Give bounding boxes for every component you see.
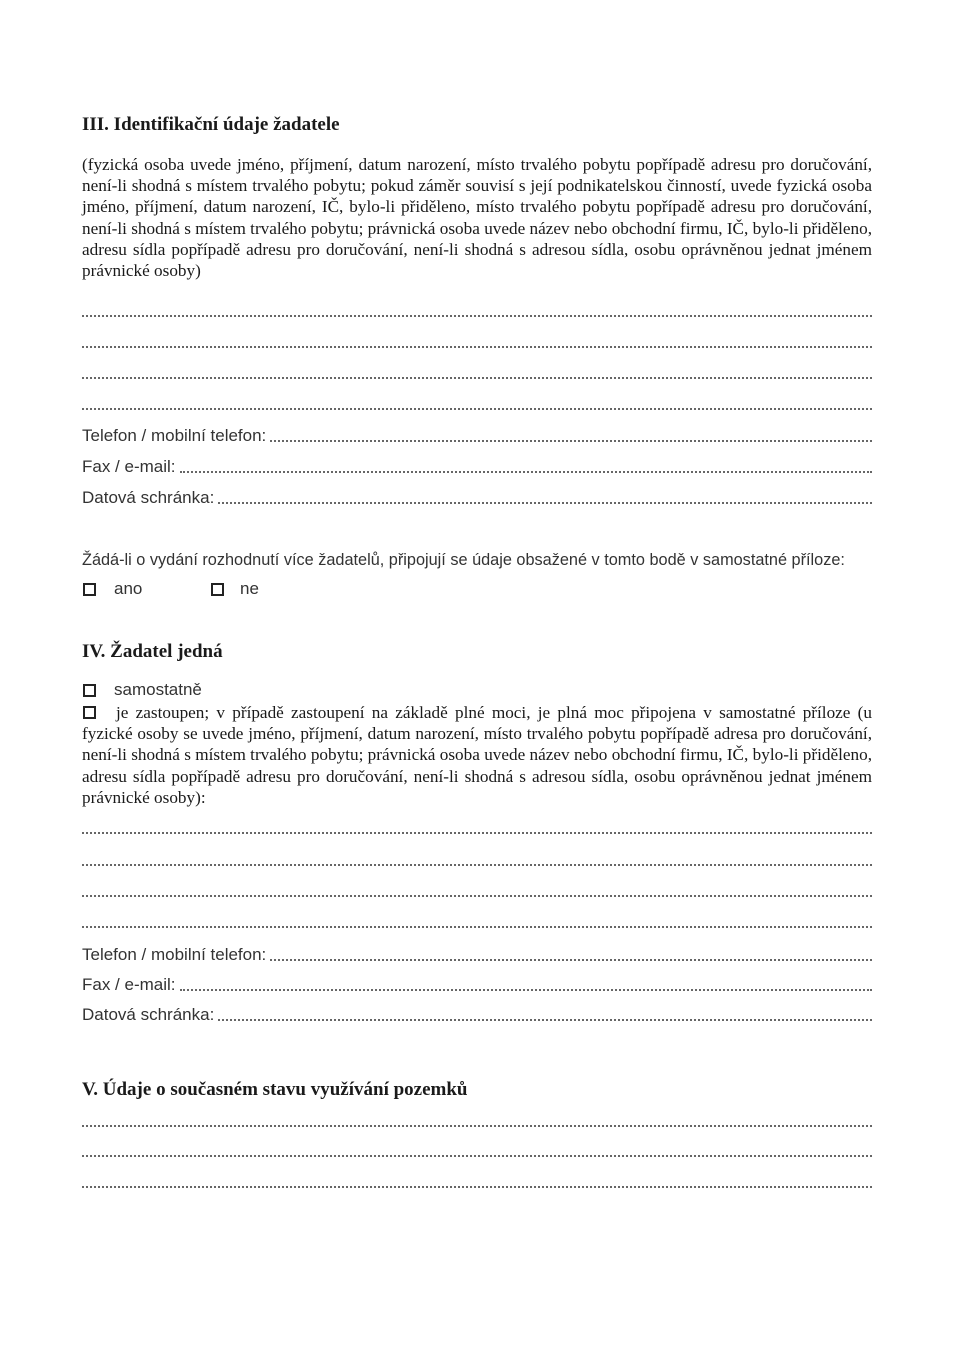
land-use-line-1[interactable]: [82, 1125, 872, 1127]
section-4-heading: IV. Žadatel jedná: [82, 641, 223, 662]
representative-phone-input[interactable]: [270, 959, 872, 961]
representative-databox-label: Datová schránka:: [82, 1005, 215, 1024]
option-yes-label: ano: [114, 579, 143, 598]
option-no-label: ne: [240, 579, 259, 598]
phone-field[interactable]: [82, 424, 872, 446]
representative-phone-field[interactable]: [82, 943, 872, 965]
representative-line-2[interactable]: [82, 864, 872, 866]
representative-databox-input[interactable]: [218, 1019, 872, 1021]
multiple-applicants-question: Žádá-li o vydání rozhodnutí více žadatelů, připojují se údaje obsažené v tomto bodě v samostatné příloze:: [82, 551, 845, 569]
checkbox-yes[interactable]: [83, 583, 96, 596]
fax-email-field[interactable]: [82, 455, 872, 477]
applicant-line-1[interactable]: [82, 315, 872, 317]
phone-input[interactable]: [270, 440, 872, 442]
checkbox-no[interactable]: [211, 583, 224, 596]
representative-phone-label: Telefon / mobilní telefon:: [82, 945, 267, 964]
representative-fax-email-field[interactable]: [82, 973, 872, 995]
representative-line-3[interactable]: [82, 895, 872, 897]
databox-label: Datová schránka:: [82, 488, 215, 507]
checkbox-self[interactable]: [83, 684, 96, 697]
section-3-heading: III. Identifikační údaje žadatele: [82, 114, 340, 135]
section-3-instructions: (fyzická osoba uvede jméno, příjmení, datum narození, místo trvalého pobytu popřípadě adresu pro doručování, není-li shodná s místem trvalého pobytu; pokud záměr souvisí s její podnikatelskou činností, uvede fyzická osoba jméno, příjmení, datum narození, IČ, bylo-li přiděleno, místo trvalého pobytu popřípadě adresu pro doručování, není-li shodná s místem trvalého pobytu; právnická osoba uvede název nebo obchodní firmu, IČ, bylo-li přiděleno, adresu sídla popřípadě adresu pro doručování, není-li shodná s adresou sídla, osobu oprávněnou jednat jménem právnické osoby): [82, 155, 872, 281]
represented-description: je zastoupen; v případě zastoupení na základě plné moci, je plná moc připojena v samostatné příloze (u fyzické osoby se uvede jméno, příjmení, datum narození, místo trvalého pobytu popřípadě adresa pro doručování, není-li shodná s místem trvalého pobytu; právnická osoba uvede název nebo obchodní firmu, IČ, bylo-li přiděleno, adresu sídla popřípadě adresu pro doručování, není-li shodná s adresou sídla, osobu oprávněnou jednat jménem právnické osoby):: [82, 703, 872, 807]
representative-databox-field[interactable]: [82, 1003, 872, 1025]
representative-fax-email-label: Fax / e-mail:: [82, 975, 176, 994]
land-use-line-3[interactable]: [82, 1186, 872, 1188]
representative-line-1[interactable]: [82, 832, 872, 834]
representative-fax-email-input[interactable]: [180, 989, 872, 991]
representative-line-4[interactable]: [82, 926, 872, 928]
section-5-heading: V. Údaje o současném stavu využívání pozemků: [82, 1079, 468, 1100]
option-yes[interactable]: [83, 579, 142, 599]
databox-field[interactable]: [82, 486, 872, 508]
applicant-line-4[interactable]: [82, 408, 872, 410]
databox-input[interactable]: [218, 502, 872, 504]
option-self-label: samostatně: [114, 680, 202, 699]
fax-email-input[interactable]: [180, 471, 872, 473]
land-use-line-2[interactable]: [82, 1155, 872, 1157]
applicant-line-2[interactable]: [82, 346, 872, 348]
phone-label: Telefon / mobilní telefon:: [82, 426, 267, 445]
fax-email-label: Fax / e-mail:: [82, 457, 176, 476]
option-self[interactable]: [83, 680, 202, 700]
option-no[interactable]: [211, 579, 259, 599]
applicant-line-3[interactable]: [82, 377, 872, 379]
